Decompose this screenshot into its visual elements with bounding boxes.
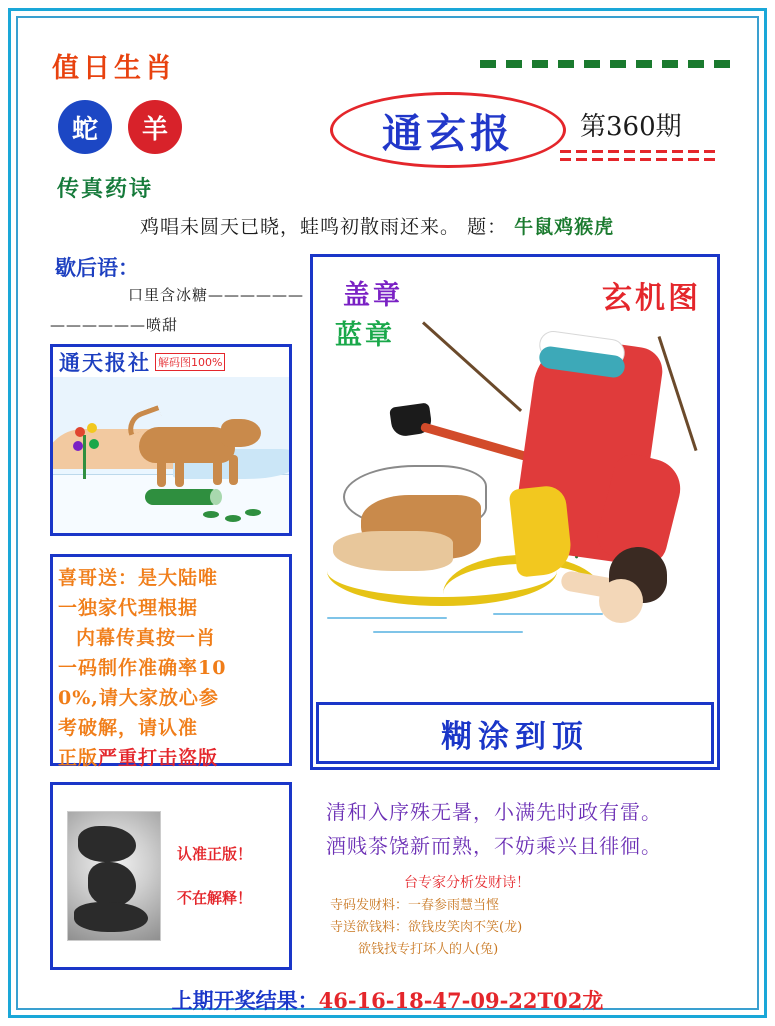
- expert-line-2: 寺送欲钱料：欲钱皮笑肉不笑(龙): [330, 920, 523, 935]
- page-title: 值日生肖: [52, 53, 176, 84]
- fax-poem-line: [140, 212, 614, 239]
- pebble-1: [203, 511, 219, 518]
- ad-highlight: 严重打击盗版: [98, 747, 219, 769]
- right-poem-line-2: 酒贱茶饶新而熟，不妨乘兴且徘徊。: [326, 834, 662, 858]
- dog-scene-illustration: [53, 377, 289, 533]
- pebble-3: [245, 509, 261, 516]
- photo-blob-3: [74, 902, 148, 932]
- decode-badge: 解码图100%: [155, 353, 225, 371]
- dashed-rule-red-1: [560, 150, 720, 153]
- fax-poem-tag: 题：: [467, 216, 508, 238]
- footer-results: [0, 985, 775, 1015]
- authenticity-line-1: 认准正版！: [177, 845, 253, 863]
- flower-petal-2: [87, 423, 97, 433]
- left-picture-box: [50, 344, 292, 536]
- flower-stem: [83, 435, 86, 479]
- footer-value: 46-16-18-47-09-22T02龙: [318, 988, 604, 1013]
- dog-leg-3: [213, 455, 222, 485]
- xiehouyu-title: 歇后语：: [55, 255, 139, 280]
- ad-line-6: 考破解，请认准: [58, 717, 199, 739]
- figure-yellow-garment: [509, 484, 574, 577]
- ad-line-7: [58, 743, 284, 773]
- ad-line-3: 内幕传真按一肖: [76, 627, 217, 649]
- left-picture-title: 通天报社: [59, 350, 151, 375]
- axe-handle: [420, 422, 528, 461]
- caption-text: 糊涂到顶: [441, 718, 589, 755]
- dog-leg-1: [157, 457, 166, 487]
- dog-leg-4: [229, 455, 238, 485]
- water-line-2: [373, 631, 523, 633]
- flower-petal-3: [73, 441, 83, 451]
- zodiac-badge-2: 羊: [128, 100, 182, 154]
- advertisement-box: [50, 554, 292, 769]
- dog-head: [221, 419, 261, 447]
- masthead-title: 通玄报: [382, 109, 514, 157]
- xiehouyu-line-2: ——————喷甜: [50, 316, 179, 334]
- flower-petal-4: [89, 439, 99, 449]
- stamp-label-1: 盖章: [343, 280, 403, 311]
- stamp-label-2: 蓝章: [335, 320, 395, 351]
- ad-line-2: 一独家代理根据: [58, 597, 199, 619]
- ad-line-5: 0%,请大家放心参: [58, 687, 219, 709]
- figure-face: [599, 579, 643, 623]
- xuanji-panel: [310, 254, 720, 770]
- expert-line-1: 寺码发财料：一春参雨慧当悭: [330, 898, 500, 913]
- photo-blob-2: [88, 862, 136, 906]
- left-picture-header: [53, 347, 289, 377]
- ad-line-7-prefix: 正版: [58, 747, 99, 769]
- issue-number: 第360期: [580, 112, 682, 142]
- dog-leg-2: [175, 457, 184, 487]
- right-poem-line-1: 清和入序殊无暑，小满先时政有雷。: [326, 800, 662, 824]
- photo-thumbnail: [67, 811, 161, 941]
- water-line-3: [493, 613, 603, 615]
- pebble-2: [225, 515, 241, 522]
- zodiac-badges: [58, 100, 182, 154]
- expert-line-3: 欲钱找专打坏人的人(兔): [358, 942, 499, 957]
- footer-label: 上期开奖结果：: [171, 988, 319, 1013]
- masthead-oval: [330, 92, 566, 168]
- water-line-1: [327, 617, 447, 619]
- fax-poem-animals: 牛鼠鸡猴虎: [514, 216, 615, 238]
- ad-line-1: 喜哥送：是大陆唯: [58, 567, 219, 589]
- authenticity-text: [177, 832, 252, 920]
- authenticity-photo-box: [50, 782, 292, 970]
- zodiac-badge-1: 蛇: [58, 100, 112, 154]
- xuanji-title: 玄机图: [602, 281, 701, 316]
- dashed-rule-green: [480, 60, 730, 68]
- photo-blob-1: [78, 826, 136, 862]
- dashed-rule-red-2: [560, 158, 720, 161]
- fishing-pole-right: [658, 336, 698, 451]
- fax-poem-text: 鸡唱未圆天已晓，蛙鸣初散雨还来。: [140, 216, 461, 238]
- fishing-pole-left: [422, 321, 522, 412]
- caption-box: [316, 702, 714, 764]
- flower-petal-1: [75, 427, 85, 437]
- authenticity-line-2: 不在解释！: [177, 889, 253, 907]
- xiehouyu-line-1: 口里含冰糖——————: [128, 286, 305, 304]
- subtitle-chuanzhen: 传真药诗: [57, 176, 154, 202]
- green-log: [145, 489, 219, 505]
- ad-line-4: 一码制作准确率10: [58, 657, 227, 679]
- xuanji-illustration: [313, 317, 717, 697]
- tree-stump-secondary: [333, 531, 453, 571]
- expert-title: 台专家分析发财诗！: [404, 875, 530, 891]
